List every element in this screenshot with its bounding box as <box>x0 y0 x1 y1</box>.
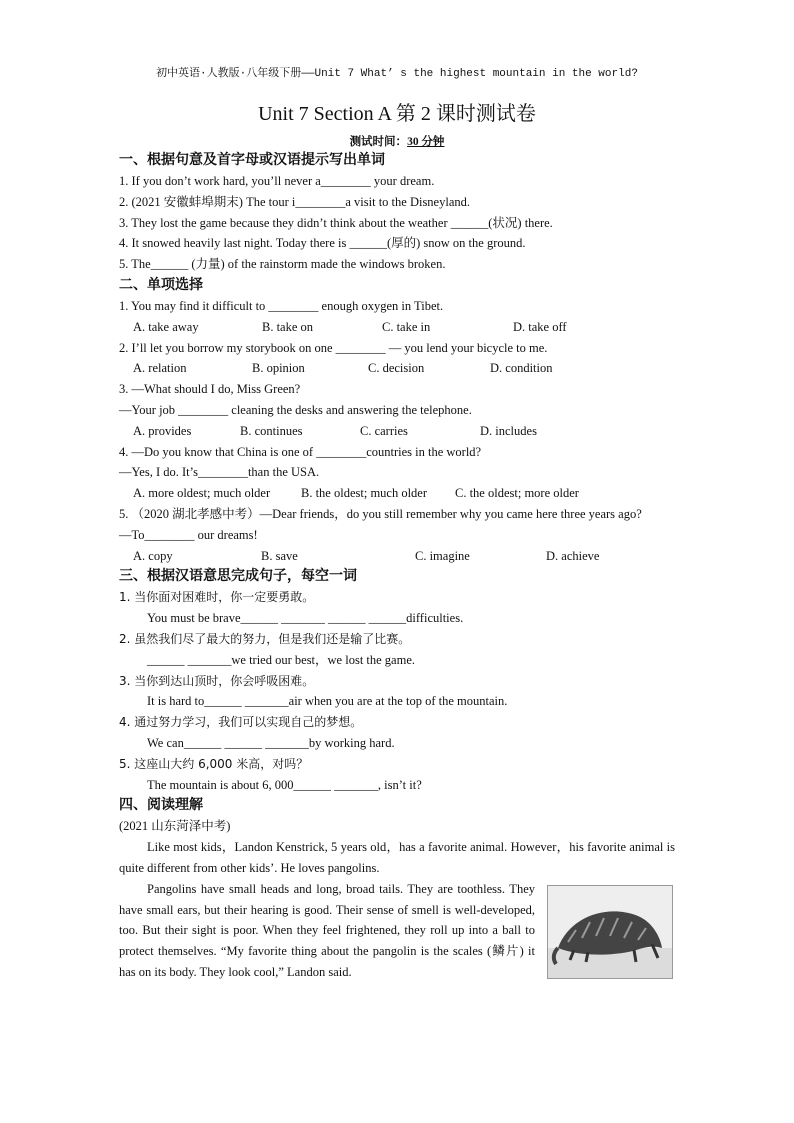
option: D. includes <box>480 423 537 438</box>
option: B. save <box>261 548 298 563</box>
option: D. take off <box>513 319 567 334</box>
s2-question-5a: 5. （2020 湖北孝感中考）—Dear friends，do you still remember why you came here three years ago? <box>119 506 642 521</box>
option: A. more oldest; much older <box>133 486 271 501</box>
worksheet-content <box>119 150 675 983</box>
s2-q3-options <box>119 421 675 442</box>
s1-question-1: 1. If you don’t work hard, you’ll never a________ your dream. <box>119 174 435 188</box>
reading-body <box>119 879 675 983</box>
s2-question-4a: 4. —Do you know that China is one of ________countries in the world? <box>119 444 482 459</box>
s2-question-4b: —Yes, I do. It’s________than the USA. <box>119 465 320 480</box>
test-time <box>0 133 794 149</box>
s3-question-2-cn: 2. 虽然我们尽了最大的努力，但是我们还是输了比赛。 <box>119 631 411 646</box>
test-time-label: 测试时间： <box>349 136 408 148</box>
s2-q2-options <box>119 358 675 379</box>
option: D. condition <box>490 361 553 376</box>
reading-paragraph-2: Pangolins have small heads and long, broad tails. They are toothless. They have small ears, but their hearing is good. Their sense of smell is well-developed, too. But their sight is poor. When they feel frightened, they roll up into a ball to protect themselves. “My favorite thing about the pangolin is the scales (鳞片) it has on its body. They look cool,” Landon said. <box>119 881 535 979</box>
option: A. take away <box>133 319 199 334</box>
s3-question-3-cn: 3. 当你到达山顶时，你会呼吸困难。 <box>119 673 315 688</box>
reading-paragraph-1: Like most kids，Landon Kenstrick, 5 years old，has a favorite animal. However，his favorite animal is quite different from other kids’. He loves pangolins. <box>119 840 675 875</box>
test-time-value: 30 分钟 <box>407 136 445 148</box>
option: B. the oldest; much older <box>301 486 428 501</box>
pangolin-illustration <box>548 886 672 978</box>
option: B. continues <box>240 423 303 438</box>
option: C. take in <box>382 319 431 334</box>
s2-question-3b: —Your job ________ cleaning the desks and answering the telephone. <box>119 402 472 417</box>
page-header: 初中英语·人教版·八年级下册——Unit 7 What’ s the highest mountain in the world? <box>156 68 638 80</box>
option: C. the oldest; more older <box>455 486 579 501</box>
s2-q5-options <box>119 546 675 567</box>
section-2-heading: 二、单项选择 <box>119 276 203 293</box>
s2-question-1: 1. You may find it difficult to ________ enough oxygen in Tibet. <box>119 298 444 313</box>
option: C. carries <box>360 423 408 438</box>
option: A. provides <box>133 423 192 438</box>
s1-question-5: 5. The______ (力量) of the rainstorm made the windows broken. <box>119 257 446 272</box>
reading-source: (2021 山东菏泽中考) <box>119 819 231 834</box>
section-3-heading: 三、根据汉语意思完成句子，每空一词 <box>119 568 357 585</box>
option: C. decision <box>368 361 425 376</box>
option: A. relation <box>133 361 187 376</box>
s2-q1-options <box>119 317 675 338</box>
s2-question-2: 2. I’ll let you borrow my storybook on one ________ — you lend your bicycle to me. <box>119 340 548 355</box>
s3-question-4-en: We can______ ______ _______by working hard. <box>147 735 395 750</box>
s3-question-2-en: ______ _______we tried our best，we lost the game. <box>147 652 416 667</box>
option: B. opinion <box>252 361 305 376</box>
s3-question-1-en: You must be brave______ _______ ______ ______difficulties. <box>147 611 464 626</box>
s2-question-3a: 3. —What should I do, Miss Green? <box>119 382 301 397</box>
option: B. take on <box>262 319 314 334</box>
option: A. copy <box>133 548 173 563</box>
s1-question-4: 4. It snowed heavily last night. Today there is ______(厚的) snow on the ground. <box>119 236 526 251</box>
s1-question-3: 3. They lost the game because they didn’t think about the weather ______(状况) there. <box>119 215 553 230</box>
option: C. imagine <box>415 548 470 563</box>
section-1-heading: 一、根据句意及首字母或汉语提示写出单词 <box>119 152 385 168</box>
section-4-heading: 四、阅读理解 <box>119 797 203 814</box>
s3-question-5-cn: 5. 这座山大约 6,000 米高，对吗？ <box>119 756 309 771</box>
s2-question-5b: —To________ our dreams! <box>119 527 258 542</box>
s3-question-4-cn: 4. 通过努力学习，我们可以实现自己的梦想。 <box>119 715 363 730</box>
s3-question-1-cn: 1. 当你面对困难时，你一定要勇敢。 <box>119 590 315 605</box>
s3-question-3-en: It is hard to______ _______air when you are at the top of the mountain. <box>147 694 508 709</box>
s3-question-5-en: The mountain is about 6, 000______ _______, isn’t it? <box>147 777 422 792</box>
option: D. achieve <box>546 548 600 563</box>
page-title: Unit 7 Section A 第 2 课时测试卷 <box>258 103 536 125</box>
s2-q4-options <box>119 483 675 504</box>
s1-question-2: 2. (2021 安徽蚌埠期末) The tour i________a visit to the Disneyland. <box>119 194 471 209</box>
pangolin-photo <box>547 885 673 979</box>
